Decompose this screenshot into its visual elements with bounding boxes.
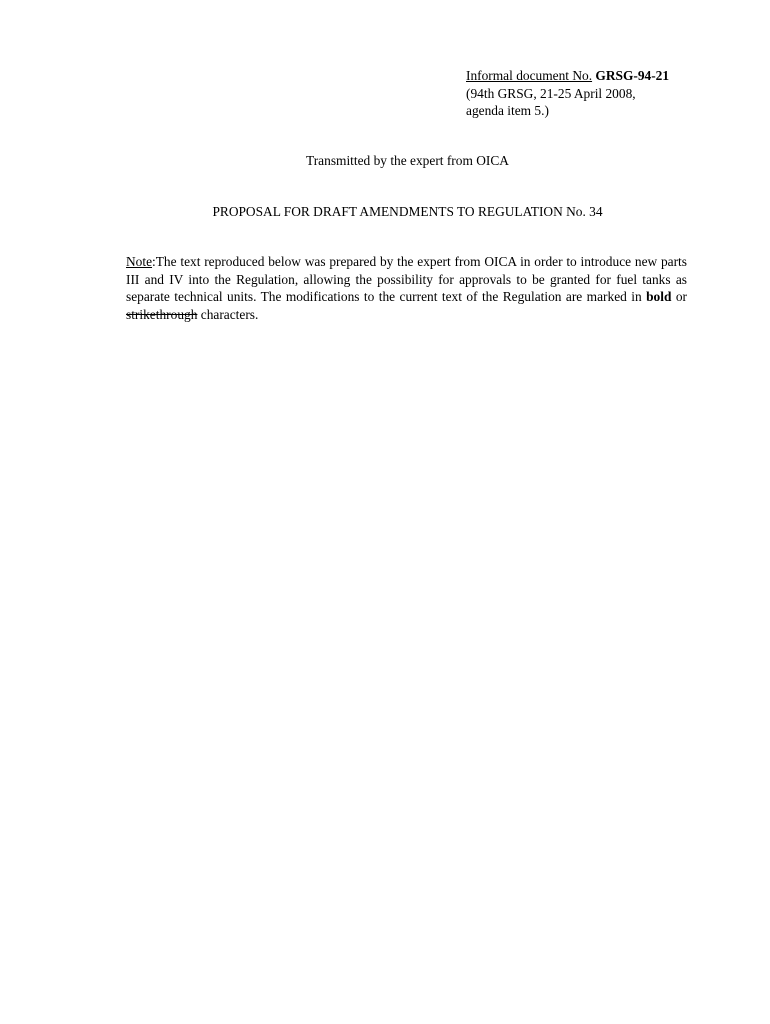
note-text-3: characters.	[197, 306, 259, 322]
note-text-2: or	[671, 289, 687, 304]
document-number: GRSG-94-21	[595, 68, 670, 83]
note-paragraph	[126, 253, 687, 323]
session-line: (94th GRSG, 21-25 April 2008,	[466, 85, 636, 101]
document-number-line	[466, 67, 746, 85]
note-text-1: :The text reproduced below was prepared by the expert from OICA in order to introduce new parts III and IV into the Regulation, allowing the possibility for approvals to be granted for fuel tanks as separate technical units. The modifications to the current text of the Regulation are marked in	[126, 254, 687, 304]
proposal-title: PROPOSAL FOR DRAFT AMENDMENTS TO REGULATION No. 34	[212, 204, 603, 219]
note-bold-word: bold	[646, 289, 672, 304]
note-strike-word: strikethrough	[126, 306, 198, 322]
document-reference	[466, 67, 746, 120]
document-label: Informal document No.	[466, 68, 593, 83]
note-label: Note	[126, 254, 153, 269]
agenda-line: agenda item 5.)	[466, 103, 549, 118]
transmitted-by: Transmitted by the expert from OICA	[306, 153, 509, 168]
